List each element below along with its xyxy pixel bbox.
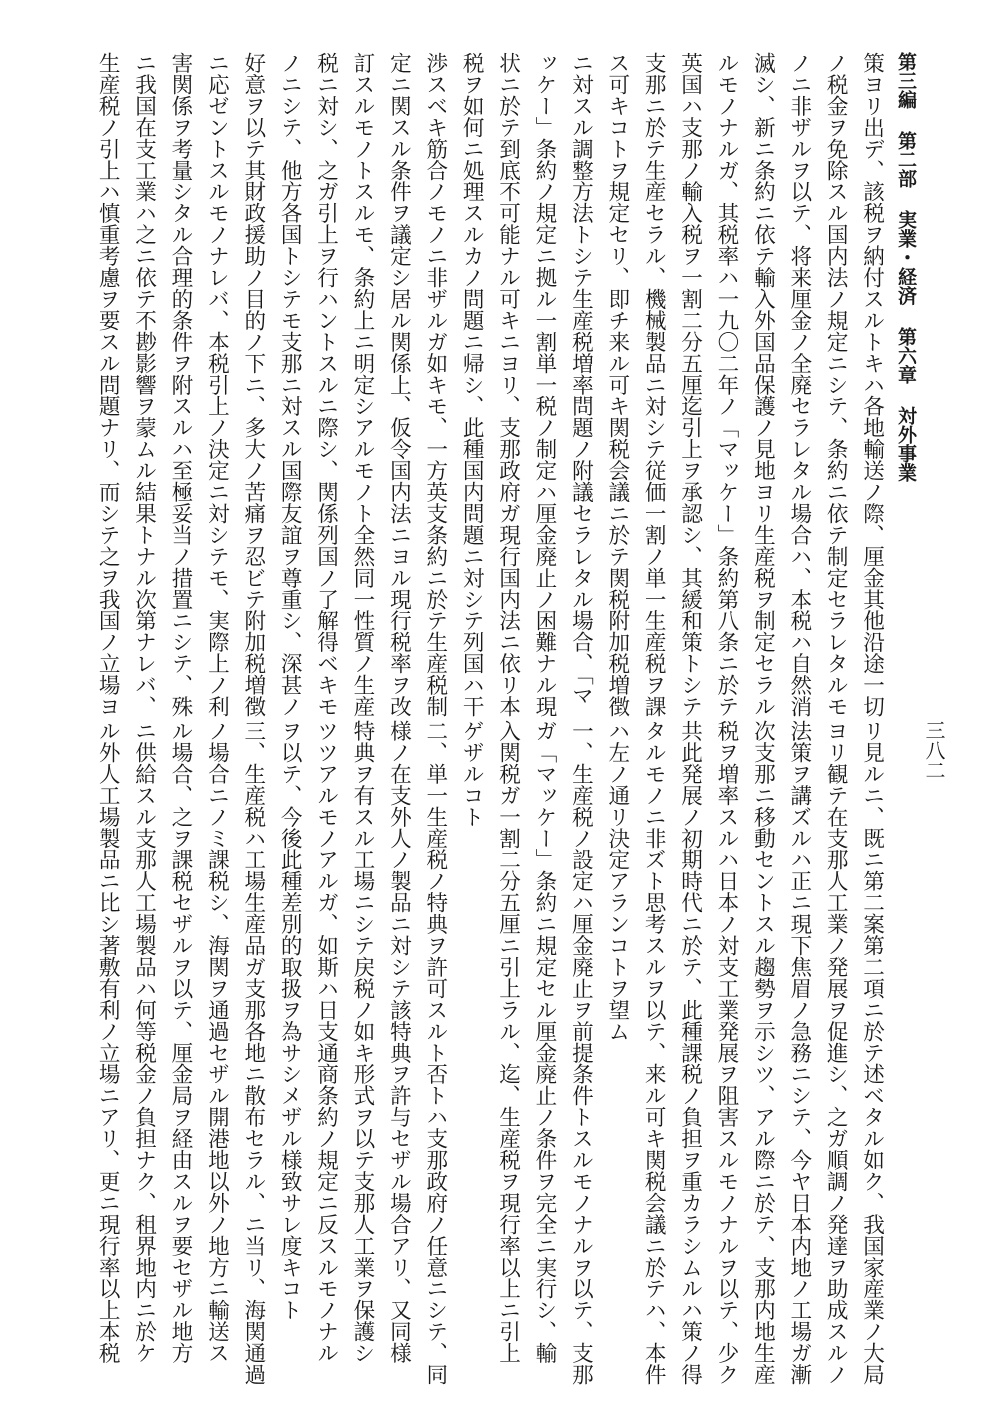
text-column: ゲザルコト bbox=[459, 720, 485, 828]
text-column: ヲ以テ、今後此種差別的取扱ヲ為サシメザル様致サレ度キコト bbox=[277, 720, 303, 1321]
text-column: ノ税金ヲ免除スル国内法ノ規定ニシテ、条約ニ依テ制定セラレタルモ bbox=[823, 52, 849, 717]
text-column: 税ヲ増率スルハ日本ノ対支工業発展ヲ阻害スルモノナルヲ以テ、少ク bbox=[713, 720, 739, 1385]
text-column: ヨリ観テ在支那人工業ノ発展ヲ促進シ、之ガ順調ノ発達ヲ助成スルノ bbox=[823, 720, 849, 1385]
text-column: ニ応ゼントスルモノナレバ、本税引上ノ決定ニ対シテモ、実際上ノ利 bbox=[204, 52, 230, 717]
text-column: 支那ニ於テ生産セラル、機械製品ニ対シテ従価一割ノ単一生産税ヲ課 bbox=[641, 52, 667, 717]
text-column: 特典ヲ有スル工場ニシテ戻税ノ如キ形式ヲ以テ支那人工業ヲ保護シ bbox=[349, 720, 375, 1364]
text-column: 二、単一生産税ノ特典ヲ許可スルト否トハ支那政府ノ任意ニシテ、同 bbox=[422, 720, 448, 1385]
text-column: 渉スベキ筋合ノモノニ非ザルガ如キモ、一方英支条約ニ於テ生産税制 bbox=[422, 52, 448, 717]
text-column: 策ヨリ出デ、該税ヲ納付スルトキハ各地輸送ノ際、厘金其他沿途一切 bbox=[859, 52, 885, 717]
running-header bbox=[896, 52, 915, 482]
text-column: ルモノナルガ、其税率ハ一九〇二年ノ「マッケー」条約第八条ニ於テ bbox=[713, 52, 739, 717]
text-column: 入関税ガ一割二分五厘ニ引上ラル、迄、生産税ヲ現行率以上ニ引上 bbox=[495, 720, 521, 1364]
text-column: タルモノニ非ズト思考スルヲ以テ、来ル可キ関税会議ニ於テハ、本件 bbox=[641, 720, 667, 1385]
text-column: ガ「マッケー」条約ニ規定セル厘金廃止ノ条件ヲ完全ニ実行シ、輸 bbox=[531, 720, 557, 1364]
text-column: 害関係ヲ考量シタル合理的条件ヲ附スルハ至極妥当ノ措置ニシテ、殊 bbox=[167, 52, 193, 717]
text-column: 様ノ在支外人ノ製品ニ対シテ該特典ヲ許与セザル場合アリ、又同様 bbox=[386, 720, 412, 1364]
text-column: 訂スルモノトスルモ、条約上ニ明定シアルモノト全然同一性質ノ生産 bbox=[349, 52, 375, 717]
header-section: 第二部 bbox=[895, 131, 917, 188]
text-column: リ見ルニ、既ニ第二案第二項ニ於テ述ベタル如ク、我国家産業ノ大局 bbox=[859, 720, 885, 1385]
text-column: 三、生産税ハ工場生産品ガ支那各地ニ散布セラル、ニ当リ、海関通過 bbox=[240, 720, 266, 1385]
text-column: 滅シ、新ニ条約ニ依テ輸入外国品保護ノ見地ヨリ生産税ヲ制定セラル bbox=[750, 52, 776, 717]
header-field: 実業・経済 bbox=[895, 210, 917, 305]
text-column: ル外人工場製品ニ比シ著敷有利ノ立場ニアリ、更ニ現行率以上本税 bbox=[95, 720, 121, 1364]
text-column: ノニ非ザルヲ以テ、将来厘金ノ全廃セラレタル場合ハ、本税ハ自然消 bbox=[786, 52, 812, 717]
header-chapter-title: 対外事業 bbox=[895, 406, 917, 482]
text-column: ハ左ノ通リ決定アランコトヲ望ム bbox=[604, 720, 630, 1042]
text-column: ル場合、之ヲ課税セザルヲ以テ、厘金局ヲ経由スルヲ要セザル地方 bbox=[167, 720, 193, 1364]
text-column: 好意ヲ以テ其財政援助ノ目的ノ下ニ、多大ノ苦痛ヲ忍ビテ附加税増徴 bbox=[240, 52, 266, 717]
text-column: ノ場合ニノミ課税シ、海関ヲ通過セザル開港地以外ノ地方ニ輸送ス bbox=[204, 720, 230, 1364]
text-column: ニ対スル調整方法トシテ生産税増率問題ノ附議セラレタル場合、「マ bbox=[568, 52, 594, 707]
text-column: 英国ハ支那ノ輸入税ヲ一割二分五厘迄引上ヲ承認シ、其緩和策トシテ bbox=[677, 52, 703, 717]
text-column: ツツアルモノアルガ、如斯ハ日支通商条約ノ規定ニ反スルモノナル bbox=[313, 720, 339, 1364]
text-column: ニ供給スル支那人工場製品ハ何等税金ノ負担ナク、租界地内ニ於ケ bbox=[131, 720, 157, 1364]
text-column: 一、生産税ノ設定ハ厘金廃止ヲ前提条件トスルモノナルヲ以テ、支那 bbox=[568, 720, 594, 1385]
text-column: 法策ヲ講ズルハ正ニ現下焦眉ノ急務ニシテ、今ヤ日本内地ノ工場ガ漸 bbox=[786, 720, 812, 1385]
text-column: 生産税ノ引上ハ慎重考慮ヲ要スル問題ナリ、而シテ之ヲ我国ノ立場ヨ bbox=[95, 52, 121, 717]
text-column: ス可キコトヲ規定セリ、即チ来ル可キ関税会議ニ於テ関税附加税増徴 bbox=[604, 52, 630, 717]
header-part: 第三編 bbox=[895, 52, 917, 109]
text-column: 税ヲ如何ニ処理スルカノ問題ニ帰シ、此種国内問題ニ対シテ列国ハ干 bbox=[459, 52, 485, 717]
text-column: 状ニ於テ到底不可能ナル可キニヨリ、支那政府ガ現行国内法ニ依リ本 bbox=[495, 52, 521, 717]
text-column: 次支那ニ移動セントスル趨勢ヲ示シツ、アル際ニ於テ、支那内地生産 bbox=[750, 720, 776, 1385]
header-chapter: 第六章 bbox=[895, 327, 917, 384]
text-column: 定ニ関スル条件ヲ議定シ居ル関係上、仮令国内法ニヨル現行税率ヲ改 bbox=[386, 52, 412, 717]
text-column: ノニシテ、他方各国トシテモ支那ニ対スル国際友誼ヲ尊重シ、深甚ノ bbox=[277, 52, 303, 717]
text-column: ニ我国在支工業ハ之ニ依テ不尠影響ヲ蒙ムル結果トナル次第ナレバ、 bbox=[131, 52, 157, 717]
page-number: 三八二 bbox=[922, 720, 946, 780]
text-column: 共此発展ノ初期時代ニ於テ、此種課税ノ負担ヲ重カラシムルハ策ノ得 bbox=[677, 720, 703, 1385]
text-column: 税ニ対シ、之ガ引上ヲ行ハントスルニ際シ、関係列国ノ了解得ベキモ bbox=[313, 52, 339, 717]
text-column: ッケー」条約ノ規定ニ拠ル一割単一税ノ制定ハ厘金廃止ノ困難ナル現 bbox=[531, 52, 557, 717]
